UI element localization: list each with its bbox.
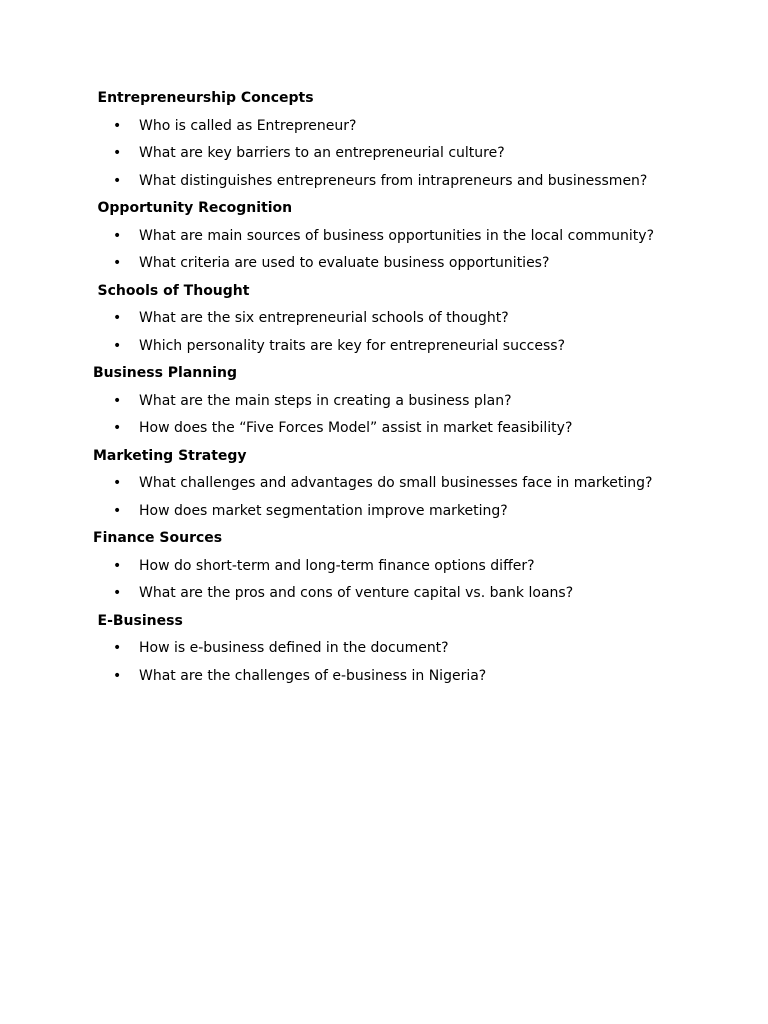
question-text: Which personality traits are key for entrepreneurial success?: [139, 337, 565, 354]
question-item: [93, 663, 713, 691]
question-text: How do short-term and long-term finance options differ?: [139, 557, 535, 574]
question-text: How is e-business defined in the document?: [139, 640, 449, 656]
question-text: What are key barriers to an entrepreneurial culture?: [139, 145, 505, 161]
question-item: [93, 470, 713, 498]
question-item: [93, 333, 713, 361]
bullet-icon: •: [113, 310, 122, 326]
question-list: [93, 305, 713, 360]
question-text: What are main sources of business opportunities in the local community?: [139, 227, 655, 244]
question-item: [93, 250, 713, 278]
question-list: [93, 388, 713, 443]
bullet-icon: •: [113, 557, 122, 574]
question-text: How does the “Five Forces Model” assist in market feasibility?: [139, 420, 573, 436]
question-text: What criteria are used to evaluate business opportunities?: [139, 255, 550, 271]
question-list: [93, 113, 713, 196]
bullet-icon: •: [113, 255, 122, 271]
bullet-icon: •: [113, 585, 122, 601]
section-heading: Business Planning: [93, 365, 237, 381]
bullet-icon: •: [113, 420, 122, 436]
question-item: [93, 388, 713, 416]
bullet-icon: •: [113, 640, 122, 656]
section-heading: Entrepreneurship Concepts: [97, 90, 314, 106]
question-text: What distinguishes entrepreneurs from intrapreneurs and businessmen?: [139, 172, 648, 189]
question-item: [93, 415, 713, 443]
question-item: [93, 498, 713, 526]
question-text: What are the main steps in creating a business plan?: [139, 392, 512, 409]
question-text: What are the six entrepreneurial schools of thought?: [139, 310, 509, 326]
question-sections: [93, 85, 713, 690]
question-list: [93, 223, 713, 278]
question-item: [93, 305, 713, 333]
bullet-icon: •: [113, 667, 122, 684]
question-text: What are the pros and cons of venture capital vs. bank loans?: [139, 585, 574, 601]
bullet-icon: •: [113, 475, 122, 491]
question-list: [93, 635, 713, 690]
section-heading: Opportunity Recognition: [97, 200, 293, 216]
bullet-icon: •: [113, 337, 122, 354]
bullet-icon: •: [113, 392, 122, 409]
question-item: [93, 168, 713, 196]
question-item: [93, 553, 713, 581]
question-text: Who is called as Entrepreneur?: [139, 117, 357, 134]
question-list: [93, 553, 713, 608]
question-item: [93, 635, 713, 663]
question-item: [93, 580, 713, 608]
question-list: [93, 470, 713, 525]
question-item: [93, 223, 713, 251]
bullet-icon: •: [113, 172, 122, 189]
section-heading: Finance Sources: [93, 530, 223, 546]
question-text: How does market segmentation improve marketing?: [139, 502, 508, 519]
question-item: [93, 140, 713, 168]
bullet-icon: •: [113, 227, 122, 244]
question-item: [93, 113, 713, 141]
section-heading: E-Business: [97, 612, 183, 629]
bullet-icon: •: [113, 502, 122, 519]
bullet-icon: •: [113, 145, 122, 161]
bullet-icon: •: [113, 117, 122, 134]
question-text: What are the challenges of e-business in Nigeria?: [139, 667, 487, 684]
section-heading: Marketing Strategy: [93, 447, 247, 464]
section-heading: Schools of Thought: [97, 282, 250, 299]
question-text: What challenges and advantages do small businesses face in marketing?: [139, 475, 653, 491]
